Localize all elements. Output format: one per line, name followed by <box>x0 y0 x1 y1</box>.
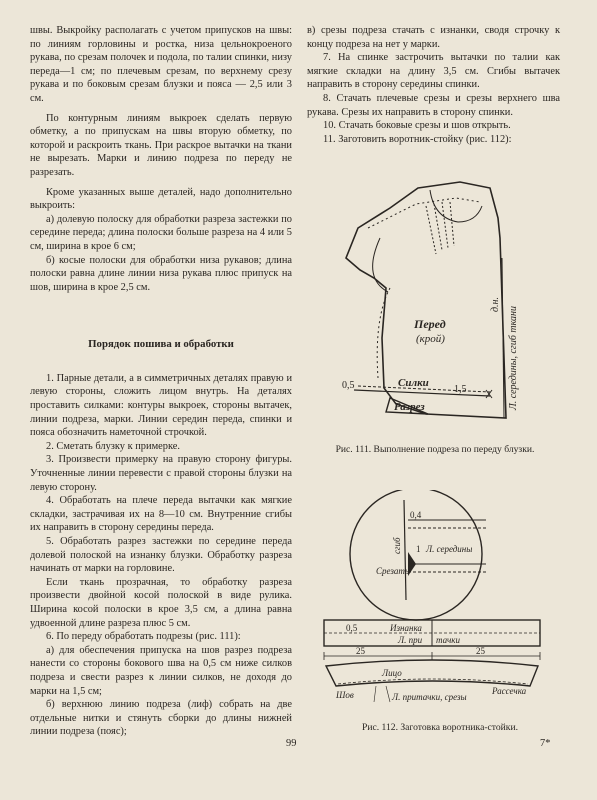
paragraph: 5. Обработать разрез застежки по середине переда долевой полоской на изнанку блузки. Обработку разреза начинать от марки на горловине. <box>30 536 292 575</box>
figure-111-diagram <box>330 178 530 426</box>
label-25a: 25 <box>356 646 365 656</box>
label-rassechka: Рассечка <box>492 686 527 696</box>
label-05-strip: 0,5 <box>346 623 358 633</box>
paragraph: 11. Заготовить воротник-стойку (рис. 112): <box>323 133 512 145</box>
paragraph: 3. Произвести примерку на правую сторону фигуры. Уточненные линии перевести с правой стороны блузки на левую сторону. <box>30 454 292 493</box>
label-srezat: Срезать <box>376 566 409 576</box>
label-l-pritachki: Л. притачки, срезы <box>392 692 467 702</box>
label-silki: Силки <box>398 377 429 389</box>
paragraph: Кроме указанных выше деталей, надо дополнительно выкроить: <box>30 186 292 212</box>
label-razrez: Разрез <box>394 401 425 413</box>
figure-112-caption: Рис. 112. Заготовка воротника-стойки. <box>362 722 518 733</box>
label-iznanka: Изнанка <box>390 623 422 633</box>
label-25b: 25 <box>476 646 485 656</box>
figure-111-caption: Рис. 111. Выполнение подреза по переду блузки. <box>335 444 535 455</box>
signature-mark: 7* <box>540 738 551 749</box>
label-cut: (крой) <box>416 333 445 345</box>
paragraph: а) долевую полоску для обработки разреза застежки по середине переда; длина полоски больше разреза на 4 или 5 см, ширина в крое 6 см; <box>30 213 292 252</box>
label-sgib: сгиб <box>392 537 402 554</box>
left-column <box>30 24 292 739</box>
label-dn: д.н. <box>490 296 501 312</box>
label-15: 1,5 <box>454 384 467 395</box>
paragraph: в) срезы подреза стачать с изнанки, сводя строчку к концу подреза на нет у марки. <box>307 25 560 50</box>
page-number: 99 <box>286 738 297 749</box>
paragraph: По контурным линиям выкроек сделать первую обметку, а по припускам на швы вторую обметку, по которой и раскроить ткань. При раскрое вытачки на ткани не вырезать. Марки и линию подреза по переду не разрезать. <box>30 112 292 178</box>
paragraph: 2. Сметать блузку к примерке. <box>46 440 180 452</box>
section-heading: Порядок пошива и обработки <box>88 338 234 351</box>
label-05: 0,5 <box>342 380 355 391</box>
paragraph: б) косые полоски для обработки низа рукавов; длина полоски равна длине линии низа рукава плюс припуск на шов, ширина в крое 2,5 см. <box>30 254 292 293</box>
paragraph: а) для обеспечения припуска на шов разрез подреза нанести со стороны бокового шва на 0,5 см ниже силков подреза и свести разрез к линии силков, не доходя до марки на 1,5 см; <box>30 644 292 697</box>
paragraph: Если ткань прозрачная, то обработку разреза произвести двойной косой полоской в виде рулика. Ширина косой полоски в крое 3,5 см, а длина равна удвоенной длине разреза плюс 5 см. <box>30 576 292 629</box>
paragraph: 8. Стачать плечевые срезы и срезы верхнего шва рукава. Срезы их направить в сторону спинки. <box>307 92 560 118</box>
label-1: 1 <box>416 544 421 554</box>
label-front: Перед <box>414 317 446 331</box>
label-l-seredin: Л. середины <box>426 544 473 554</box>
paragraph: 1. Парные детали, а в симметричных деталях правую и левую стороны, сложить лицом внутрь. На деталях проставить силками: контуры выкроек, стороны вытачек, линии подреза, марки. Линии середин переда, спинки и пояса обозначить наметочной строчкой. <box>30 372 292 439</box>
right-column <box>307 24 560 146</box>
paragraph: 4. Обработать на плече переда вытачки как мягкие складки, застрачивая их на 8—10 см. Внутренние сгибы их направить в сторону середины переда. <box>30 495 292 534</box>
paragraph: швы. Выкройку располагать с учетом припусков на швы: по линиям горловины и ростка, низа цельнокроеного рукава, по срезам полочек и подола, по талии спинки, низу переда—1 см; по плечевым срезам, по верхнему срезу рукава и по боковым срезам блузки и пояса — 2,5 или 3 см. <box>30 25 292 104</box>
paragraph: б) верхнюю линию подреза (лиф) собрать на две отдельные нитки и стянуть сборки до длины нижней линии подреза (пояс); <box>30 699 292 738</box>
label-fold: Л. середины, сгиб ткани <box>508 306 519 410</box>
label-tachki: тачки <box>436 635 460 645</box>
curved-collar <box>326 660 538 686</box>
paragraph: 7. На спинке застрочить вытачки по талии как мягкие складки на длину 3,5 см. Сгибы вытачек направить в сторону середины спинки. <box>307 52 560 91</box>
figure-112-diagram <box>316 490 556 710</box>
paragraph: 6. По переду обработать подрезы (рис. 111): <box>46 631 241 643</box>
label-l-pri: Л. при <box>398 635 423 645</box>
label-04: 0,4 <box>410 510 422 520</box>
label-shov: Шов <box>336 690 354 700</box>
paragraph: 10. Стачать боковые срезы и шов открыть. <box>323 120 511 132</box>
label-litso: Лицо <box>382 668 402 678</box>
